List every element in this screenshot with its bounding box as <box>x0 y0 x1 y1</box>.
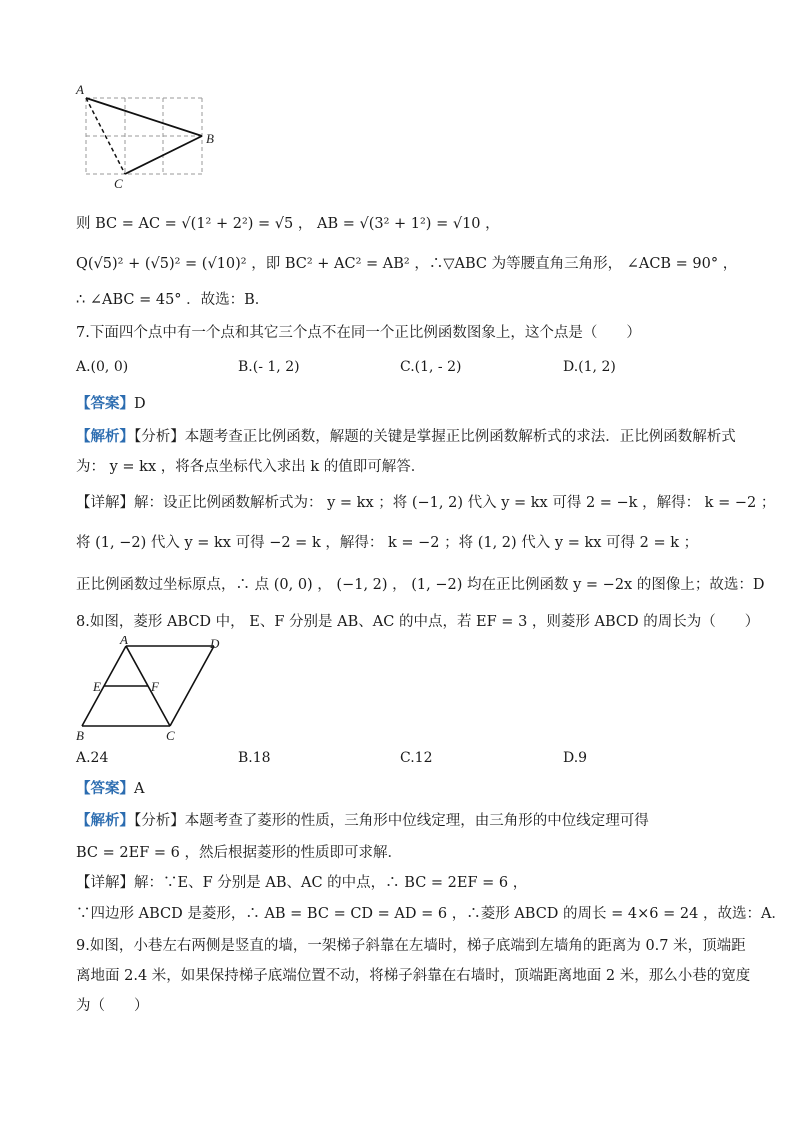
question-9-stem: 为（ ） <box>76 998 149 1014</box>
analysis-line <box>76 427 736 447</box>
point-label-a: A <box>76 82 84 97</box>
answer-tag: 【答案】 <box>76 780 134 797</box>
answer-value: D <box>134 396 146 412</box>
answer-value: A <box>134 781 145 797</box>
analysis-text: 【分析】本题考查了菱形的性质，三角形中位线定理，由三角形的中位线定理可得 <box>134 813 649 829</box>
detail-line: 【详解】解：∵E、F 分别是 AB、AC 的中点，∴ BC = 2EF = 6 ， <box>76 875 528 891</box>
detail-line: ∵四边形 ABCD 是菱形，∴ AB = BC = CD = AD = 6 ，∴菱形 ABCD 的周长 = 4×6 = 24 ，故选：A． <box>76 906 786 922</box>
analysis-line: BC = 2EF = 6 ，然后根据菱形的性质即可求解． <box>76 845 402 861</box>
analysis-line: 为： y = kx ，将各点坐标代入求出 k 的值即可解答． <box>76 459 426 475</box>
point-label-e: E <box>93 679 101 694</box>
solution-line: Q(√5)² + (√5)² = (√10)² ，即 BC² + AC² = AB² ，∴▽ABC 为等腰直角三角形， ∠ACB = 90° ， <box>76 256 738 272</box>
point-label-c: C <box>166 728 175 742</box>
point-label-a: A <box>120 636 128 647</box>
option-b: B.(- 1, 2) <box>238 359 300 375</box>
point-label-b: B <box>76 728 84 742</box>
question-8-stem: 8.如图，菱形 ABCD 中， E、F 分别是 AB、AC 的中点，若 EF = 3 ，则菱形 ABCD 的周长为（ ） <box>76 614 760 630</box>
question-9-stem: 9.如图，小巷左右两侧是竖直的墙，一架梯子斜靠在左墙时，梯子底端到左墙角的距离为 0.7 米，顶端距 <box>76 938 746 954</box>
option-d: D.9 <box>563 750 588 766</box>
option-d: D.(1, 2) <box>563 359 616 375</box>
analysis-text: 【分析】本题考查正比例函数，解题的关键是掌握正比例函数解析式的求法．正比例函数解析式 <box>134 429 736 445</box>
option-c: C.(1, - 2) <box>400 359 462 375</box>
question-9-stem: 离地面 2.4 米，如果保持梯子底端位置不动，将梯子斜靠在右墙时，顶端距离地面 2 米，那么小巷的宽度 <box>76 968 751 984</box>
detail-line: 正比例函数过坐标原点，∴ 点 (0, 0) ， (−1, 2) ， (1, −2) 均在正比例函数 y = −2x 的图像上；故选：D <box>76 577 765 593</box>
answer-line <box>76 779 144 799</box>
rhombus-figure <box>74 636 226 742</box>
answer-line <box>76 394 146 414</box>
point-label-c: C <box>114 176 123 191</box>
analysis-line <box>76 811 649 831</box>
question-7-stem: 7.下面四个点中有一个点和其它三个点不在同一个正比例函数图象上，这个点是（ ） <box>76 325 641 341</box>
answer-tag: 【答案】 <box>76 395 134 412</box>
detail-line: 【详解】解：设正比例函数解析式为： y = kx ；将 (−1, 2) 代入 y = kx 可得 2 = −k ，解得： k = −2 ； <box>76 495 776 511</box>
triangle-grid-figure <box>74 80 224 192</box>
option-a: A.(0, 0) <box>76 359 129 375</box>
point-label-d: D <box>210 636 220 651</box>
option-b: B.18 <box>238 750 271 766</box>
point-label-f: F <box>151 679 159 694</box>
option-a: A.24 <box>76 750 109 766</box>
analysis-tag: 【解析】 <box>76 428 134 445</box>
point-label-b: B <box>206 131 214 146</box>
option-c: C.12 <box>400 750 433 766</box>
solution-line: ∴ ∠ABC = 45° ．故选：B． <box>76 292 270 308</box>
analysis-tag: 【解析】 <box>76 812 134 829</box>
solution-line: 则 BC = AC = √(1² + 2²) = √5 ， AB = √(3² + 1²) = √10 ， <box>76 216 500 232</box>
detail-line: 将 (1, −2) 代入 y = kx 可得 −2 = k ，解得： k = −2 ；将 (1, 2) 代入 y = kx 可得 2 = k ； <box>76 535 699 551</box>
